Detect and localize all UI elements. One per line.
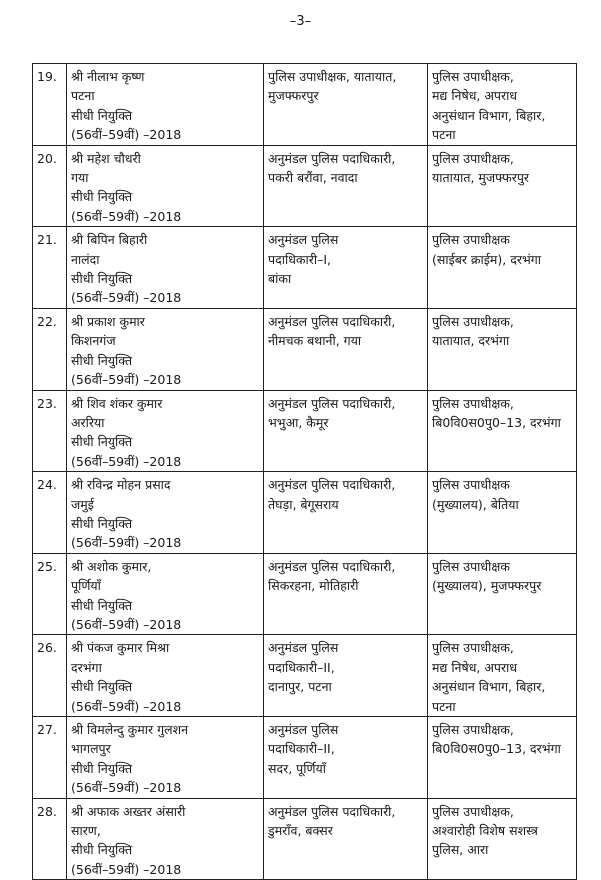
current-posting-cell: [264, 472, 428, 554]
current-posting-line: भभुआ, कैमूर: [268, 414, 329, 430]
current-posting-cell: [264, 308, 428, 390]
officer-name: श्री बिपिन बिहारी: [71, 232, 148, 248]
home-district: पटना: [71, 88, 95, 104]
batch: (56वीं–59वीं) –2018: [71, 780, 182, 796]
new-posting-line: पुलिस उपाधीक्षक,: [432, 150, 514, 166]
serial-number: 25.: [37, 558, 57, 574]
serial-number-cell: [33, 798, 67, 880]
home-district: जमुई: [71, 496, 94, 512]
new-posting-cell: [428, 145, 577, 227]
new-posting-line: बि0वि0स0पु0–13, दरभंगा: [432, 741, 561, 757]
table-row: [33, 635, 577, 717]
new-posting-line: अनुसंधान विभाग, बिहार,: [432, 679, 546, 695]
new-posting-line: बि0वि0स0पु0–13, दरभंगा: [432, 414, 561, 430]
table-row: [33, 227, 577, 309]
current-posting-line: अनुमंडल पुलिस पदाधिकारी,: [268, 313, 396, 329]
current-posting-line: अनुमंडल पुलिस पदाधिकारी,: [268, 150, 396, 166]
batch: (56वीं–59वीं) –2018: [71, 535, 182, 551]
batch: (56वीं–59वीं) –2018: [71, 290, 182, 306]
home-district: दरभंगा: [71, 659, 102, 675]
current-posting-line: नीमचक बथानी, गया: [268, 333, 362, 349]
officer-name: श्री रविन्द्र मोहन प्रसाद: [71, 477, 171, 493]
new-posting-line: पटना: [432, 127, 456, 143]
recruitment-type: सीधी नियुक्ति: [71, 679, 133, 695]
officer-name: श्री महेश चौधरी: [71, 150, 141, 166]
new-posting-line: यातायात, दरभंगा: [432, 333, 510, 349]
new-posting-line: पुलिस उपाधीक्षक,: [432, 640, 514, 656]
officer-name: श्री अशोक कुमार,: [71, 558, 152, 574]
new-posting-line: (मुख्यालय), मुजफ्फरपुर: [432, 578, 542, 594]
recruitment-type: सीधी नियुक्ति: [71, 107, 133, 123]
officer-cell: [67, 308, 264, 390]
new-posting-cell: [428, 390, 577, 472]
current-posting-line: अनुमंडल पुलिस: [268, 640, 339, 656]
officer-name: श्री अफाक अख्तर अंसारी: [71, 803, 186, 819]
officer-name: श्री शिव शंकर कुमार: [71, 395, 163, 411]
batch: (56वीं–59वीं) –2018: [71, 616, 182, 632]
officer-cell: [67, 64, 264, 146]
table-row: [33, 390, 577, 472]
officer-cell: [67, 717, 264, 799]
current-posting-line: अनुमंडल पुलिस पदाधिकारी,: [268, 558, 396, 574]
new-posting-line: पुलिस उपाधीक्षक,: [432, 313, 514, 329]
current-posting-line: दानापुर, पटना: [268, 679, 332, 695]
home-district: अररिया: [71, 414, 105, 430]
new-posting-cell: [428, 472, 577, 554]
serial-number: 23.: [37, 395, 57, 411]
table-row: [33, 145, 577, 227]
new-posting-line: मद्य निषेध, अपराध: [432, 88, 518, 104]
current-posting-line: मुजफ्फरपुर: [268, 88, 319, 104]
recruitment-type: सीधी नियुक्ति: [71, 189, 133, 205]
serial-number-cell: [33, 472, 67, 554]
serial-number-cell: [33, 145, 67, 227]
current-posting-line: पदाधिकारी–II,: [268, 741, 335, 757]
officer-cell: [67, 798, 264, 880]
table-row: [33, 472, 577, 554]
new-posting-line: (साईबर क्राईम), दरभंगा: [432, 251, 542, 267]
serial-number: 21.: [37, 232, 57, 248]
new-posting-line: पुलिस उपाधीक्षक,: [432, 803, 514, 819]
officer-cell: [67, 635, 264, 717]
current-posting-line: अनुमंडल पुलिस पदाधिकारी,: [268, 395, 396, 411]
new-posting-line: मद्य निषेध, अपराध: [432, 659, 518, 675]
officer-cell: [67, 390, 264, 472]
current-posting-line: अनुमंडल पुलिस: [268, 722, 339, 737]
new-posting-line: यातायात, मुजफ्फरपुर: [432, 170, 530, 186]
new-posting-cell: [428, 227, 577, 309]
current-posting-line: तेघड़ा, बेगूसराय: [268, 496, 339, 512]
current-posting-cell: [264, 145, 428, 227]
serial-number: 28.: [37, 803, 57, 819]
recruitment-type: सीधी नियुक्ति: [71, 842, 133, 858]
serial-number: 19.: [37, 69, 57, 84]
batch: (56वीं–59वीं) –2018: [71, 698, 182, 714]
home-district: भागलपुर: [71, 741, 111, 757]
current-posting-line: सिकरहना, मोतिहारी: [268, 578, 359, 594]
batch: (56वीं–59वीं) –2018: [71, 208, 182, 224]
new-posting-line: पुलिस, आरा: [432, 842, 489, 858]
recruitment-type: सीधी नियुक्ति: [71, 515, 133, 531]
recruitment-type: सीधी नियुक्ति: [71, 352, 133, 368]
serial-number-cell: [33, 64, 67, 146]
recruitment-type: सीधी नियुक्ति: [71, 760, 133, 776]
current-posting-line: अनुमंडल पुलिस पदाधिकारी,: [268, 477, 396, 493]
new-posting-line: अनुसंधान विभाग, बिहार,: [432, 107, 546, 123]
page-number: –3–: [289, 14, 312, 29]
new-posting-cell: [428, 64, 577, 146]
serial-number: 27.: [37, 722, 57, 737]
new-posting-cell: [428, 798, 577, 880]
batch: (56वीं–59वीं) –2018: [71, 861, 182, 877]
batch: (56वीं–59वीं) –2018: [71, 372, 182, 388]
officer-cell: [67, 227, 264, 309]
current-posting-line: अनुमंडल पुलिस पदाधिकारी,: [268, 803, 396, 819]
table-row: [33, 308, 577, 390]
recruitment-type: सीधी नियुक्ति: [71, 271, 133, 287]
current-posting-cell: [264, 553, 428, 635]
officer-cell: [67, 472, 264, 554]
home-district: गया: [71, 170, 89, 186]
new-posting-cell: [428, 308, 577, 390]
officer-cell: [67, 553, 264, 635]
recruitment-type: सीधी नियुक्ति: [71, 597, 133, 613]
new-posting-line: पुलिस उपाधीक्षक,: [432, 722, 514, 737]
current-posting-line: अनुमंडल पुलिस: [268, 232, 339, 248]
table-row: [33, 64, 577, 146]
new-posting-line: पुलिस उपाधीक्षक: [432, 232, 510, 248]
serial-number: 22.: [37, 313, 57, 329]
table-row: [33, 798, 577, 880]
home-district: नालंदा: [71, 251, 100, 267]
current-posting-line: पदाधिकारी–II,: [268, 659, 335, 675]
current-posting-cell: [264, 635, 428, 717]
table-row: [33, 553, 577, 635]
new-posting-line: पटना: [432, 698, 456, 714]
serial-number: 26.: [37, 640, 57, 656]
new-posting-line: (मुख्यालय), बेतिया: [432, 496, 519, 512]
officer-name: श्री विमलेन्दु कुमार गुलशन: [71, 722, 189, 737]
current-posting-line: पदाधिकारी–I,: [268, 251, 331, 267]
officer-name: श्री नीलाभ कृष्ण: [71, 69, 145, 84]
current-posting-cell: [264, 798, 428, 880]
new-posting-cell: [428, 553, 577, 635]
transfer-table: [32, 63, 577, 880]
recruitment-type: सीधी नियुक्ति: [71, 434, 133, 450]
current-posting-cell: [264, 227, 428, 309]
serial-number-cell: [33, 717, 67, 799]
current-posting-line: पुलिस उपाधीक्षक, यातायात,: [268, 69, 397, 84]
new-posting-line: पुलिस उपाधीक्षक: [432, 558, 510, 574]
current-posting-cell: [264, 64, 428, 146]
serial-number: 20.: [37, 150, 57, 166]
serial-number-cell: [33, 635, 67, 717]
home-district: किशनगंज: [71, 333, 116, 349]
serial-number-cell: [33, 227, 67, 309]
batch: (56वीं–59वीं) –2018: [71, 127, 182, 143]
table-row: [33, 717, 577, 799]
new-posting-line: पुलिस उपाधीक्षक: [432, 477, 510, 493]
new-posting-cell: [428, 635, 577, 717]
new-posting-line: पुलिस उपाधीक्षक,: [432, 395, 514, 411]
serial-number-cell: [33, 390, 67, 472]
new-posting-cell: [428, 717, 577, 799]
current-posting-line: सदर, पूर्णियाँ: [268, 760, 327, 776]
current-posting-line: पकरी बरौंवा, नवादा: [268, 170, 358, 186]
current-posting-line: बांका: [268, 271, 292, 287]
serial-number-cell: [33, 553, 67, 635]
officer-name: श्री पंकज कुमार मिश्रा: [71, 640, 170, 656]
officer-cell: [67, 145, 264, 227]
serial-number-cell: [33, 308, 67, 390]
officer-name: श्री प्रकाश कुमार: [71, 313, 145, 329]
home-district: सारण,: [71, 823, 101, 839]
serial-number: 24.: [37, 477, 57, 493]
new-posting-line: पुलिस उपाधीक्षक,: [432, 69, 514, 84]
current-posting-cell: [264, 390, 428, 472]
current-posting-cell: [264, 717, 428, 799]
new-posting-line: अश्वारोही विशेष सशस्त्र: [432, 823, 538, 839]
batch: (56वीं–59वीं) –2018: [71, 453, 182, 469]
current-posting-line: डुमराँव, बक्सर: [268, 823, 333, 839]
home-district: पूर्णियाँ: [71, 578, 101, 594]
